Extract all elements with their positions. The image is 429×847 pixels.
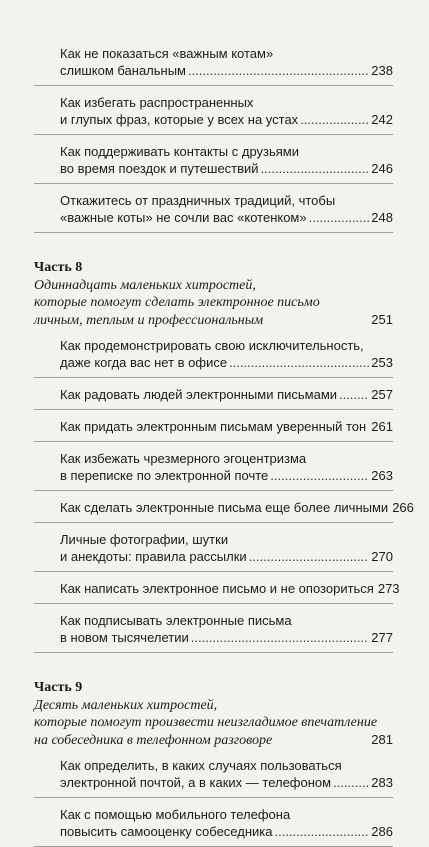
entry-title-line: Как продемонстрировать свою исключительность, <box>60 338 364 353</box>
dot-leader <box>368 418 369 435</box>
toc-entry[interactable] <box>34 499 414 523</box>
toc-entry[interactable] <box>34 580 400 604</box>
part-title-line: личным, теплым и профессиональным <box>34 313 264 328</box>
page-number: 242 <box>371 112 393 127</box>
toc-entry[interactable] <box>34 192 393 233</box>
toc-entry[interactable] <box>34 418 393 442</box>
entry-title-line: Как сделать электронные письма еще более личными <box>60 500 389 515</box>
entry-title-line: Откажитесь от праздничных традиций, чтобы <box>60 193 336 208</box>
page-number: 281 <box>371 732 393 747</box>
entry-title-line: в переписке по электронной почте <box>60 468 269 483</box>
entry-title-line: в новом тысячелетии <box>60 630 189 645</box>
dot-leader <box>309 209 370 226</box>
page-number: 273 <box>377 581 400 596</box>
entry-title-line: и глупых фраз, которые у всех на устах <box>60 112 299 127</box>
toc-entry[interactable] <box>34 450 393 491</box>
part-title-line: которые помогут произвести неизгладимое впечатление <box>34 715 378 730</box>
page-number: 248 <box>371 210 393 225</box>
dot-leader <box>188 62 369 79</box>
part-title-line: на собеседника в телефонном разговоре <box>34 733 273 748</box>
part-8-heading <box>34 259 393 329</box>
entry-title-line: Как определить, в каких случаях пользоваться <box>60 758 342 773</box>
toc-entry[interactable] <box>34 45 393 86</box>
page-number: 263 <box>371 468 393 483</box>
page-number: 261 <box>371 419 393 434</box>
page-number: 253 <box>371 355 393 370</box>
entry-title-line: и анекдоты: правила рассылки <box>60 549 247 564</box>
dot-leader <box>261 160 370 177</box>
top-entries <box>34 45 393 233</box>
toc-entry[interactable] <box>34 612 393 653</box>
page-number: 238 <box>371 63 393 78</box>
entry-title-line: Как избежать чрезмерного эгоцентризма <box>60 451 307 466</box>
dot-leader <box>249 548 370 565</box>
entry-title-line: повысить самооценку собеседника <box>60 824 273 839</box>
entry-title-line: Как радовать людей электронными письмами <box>60 387 338 402</box>
page-number: 270 <box>371 549 393 564</box>
entry-title-line: Личные фотографии, шутки <box>60 532 229 547</box>
entry-title-line: Как написать электронное письмо и не опозориться <box>60 581 374 596</box>
page-number: 246 <box>371 161 393 176</box>
part-title-line: Десять маленьких хитростей, <box>34 698 218 713</box>
dot-leader <box>270 467 369 484</box>
part-title <box>34 697 393 749</box>
page-number: 286 <box>371 824 393 839</box>
part-8-entries <box>34 337 414 653</box>
entry-title-line: во время поездок и путешествий <box>60 161 259 176</box>
part-label: Часть 8 <box>34 260 83 275</box>
toc-entry[interactable] <box>34 337 393 378</box>
dot-leader <box>300 111 369 128</box>
part-9-entries <box>34 757 393 847</box>
dot-leader <box>229 354 369 371</box>
entry-title-line: Как с помощью мобильного телефона <box>60 807 291 822</box>
dot-leader <box>339 386 369 403</box>
entry-title-line: Как не показаться «важным котам» <box>60 46 274 61</box>
entry-title-line: Как поддерживать контакты с друзьями <box>60 144 299 159</box>
entry-title-line: слишком банальным <box>60 63 186 78</box>
dot-leader <box>191 629 370 646</box>
toc-entry[interactable] <box>34 531 393 572</box>
dot-leader <box>333 774 369 791</box>
part-title-line: Одиннадцать маленьких хитростей, <box>34 278 256 293</box>
toc-entry[interactable] <box>34 143 393 184</box>
page-number: 251 <box>371 312 393 327</box>
toc-entry[interactable] <box>34 757 393 798</box>
page-number: 266 <box>392 500 414 515</box>
part-title-line: которые помогут сделать электронное письмо <box>34 295 320 310</box>
page-number: 257 <box>371 387 393 402</box>
toc-entry[interactable] <box>34 94 393 135</box>
part-label: Часть 9 <box>34 680 83 695</box>
dot-leader <box>274 823 369 840</box>
page-number: 283 <box>371 775 393 790</box>
part-9-heading <box>34 679 393 749</box>
entry-title-line: Как подписывать электронные письма <box>60 613 292 628</box>
entry-title-line: даже когда вас нет в офисе <box>60 355 228 370</box>
page-number: 277 <box>371 630 393 645</box>
entry-title-line: «важные коты» не сочли вас «котенком» <box>60 210 307 225</box>
toc-entry[interactable] <box>34 386 393 410</box>
entry-title-line: Как придать электронным письмам уверенный тон <box>60 419 367 434</box>
entry-title-line: Как избегать распространенных <box>60 95 254 110</box>
toc-entry[interactable] <box>34 806 393 847</box>
entry-title-line: электронной почтой, а в каких — телефоном <box>60 775 332 790</box>
part-title <box>34 277 393 329</box>
